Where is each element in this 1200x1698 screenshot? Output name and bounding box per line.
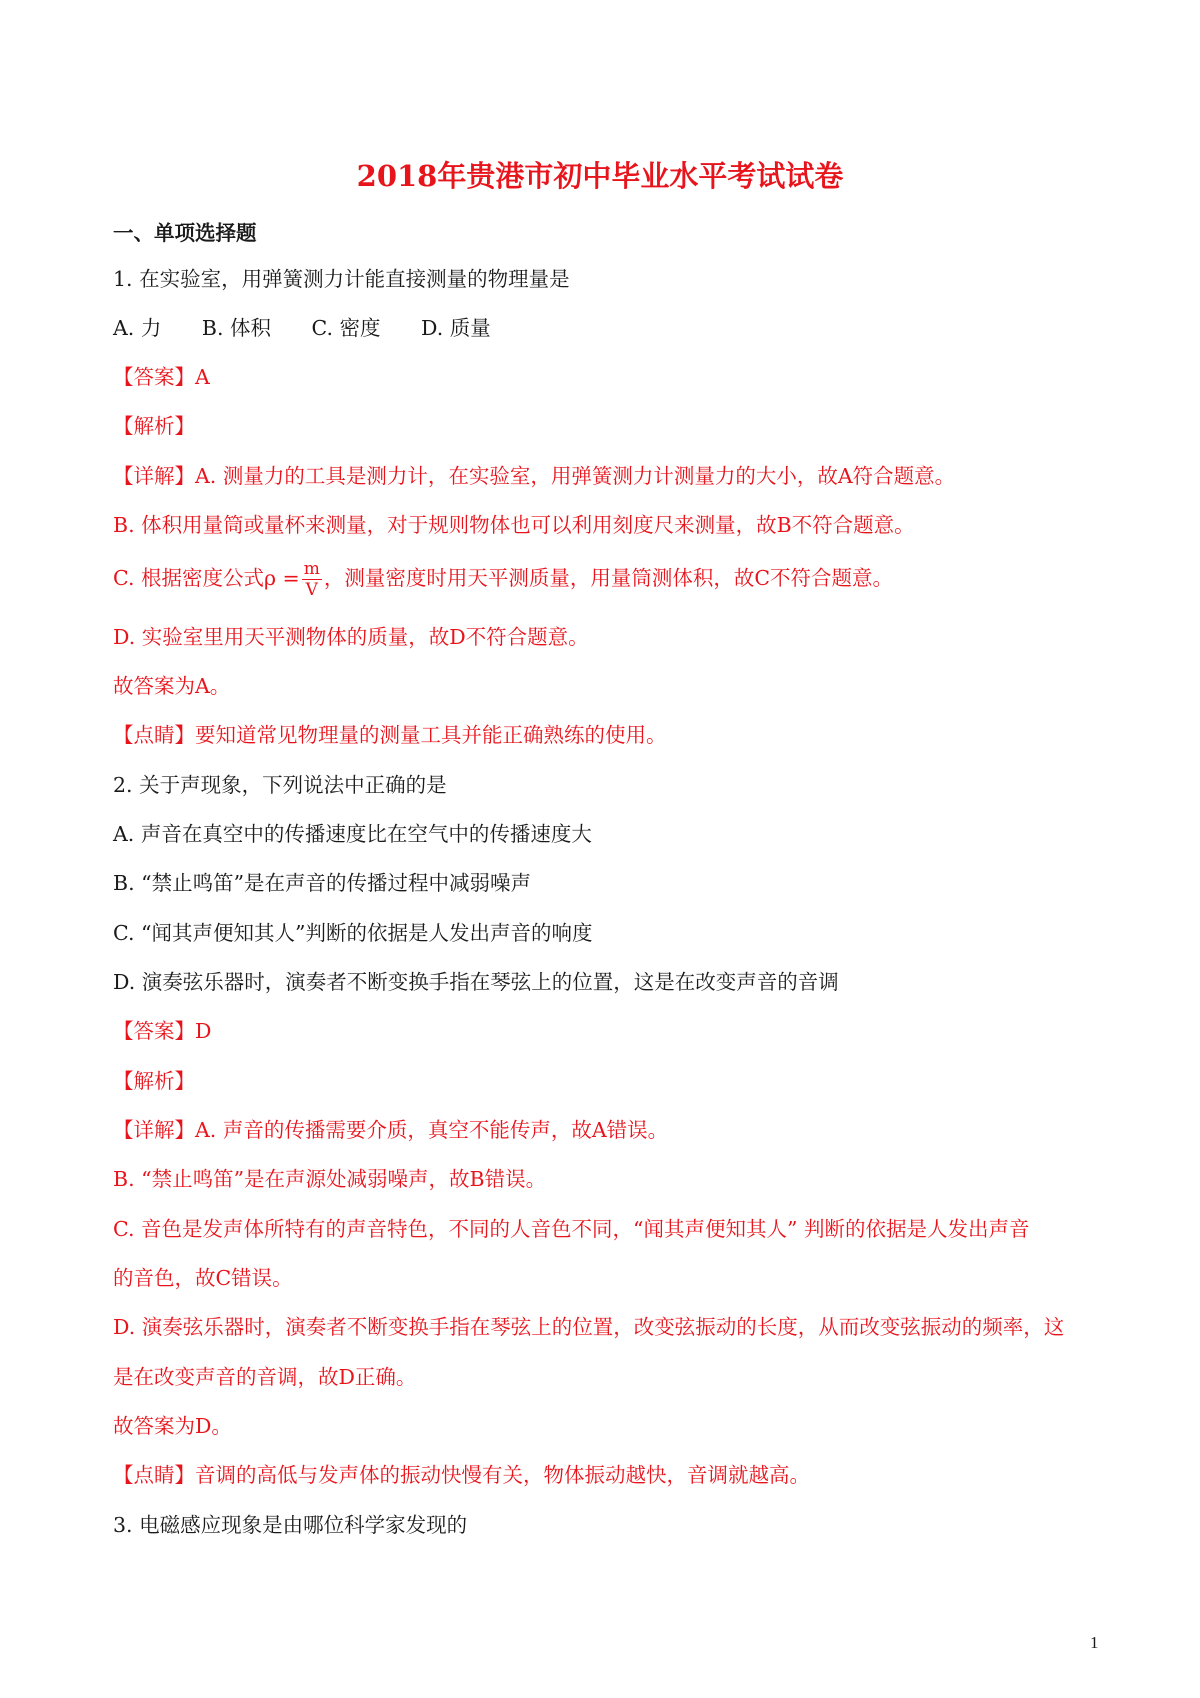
option-c: C. 密度 [311,316,381,340]
question-2-detail-d-line2: 是在改变声音的音调，故D正确。 [113,1365,417,1389]
detail-tag: 【详解】 [113,1118,195,1142]
page-number: 1 [1090,1633,1099,1652]
question-1-detail-c [113,559,893,600]
section-heading: 一、单项选择题 [113,221,257,245]
question-2-option-c: C. “闻其声便知其人”判断的依据是人发出声音的响度 [113,921,593,945]
question-1-stem: 1. 在实验室，用弹簧测力计能直接测量的物理量是 [113,267,570,291]
question-2-answer [113,1016,211,1046]
question-2-option-b: B. “禁止鸣笛”是在声音的传播过程中减弱噪声 [113,871,532,895]
question-1-detail-a [113,461,955,491]
comment-tag: 【点睛】 [113,723,195,747]
question-2-conclusion: 故答案为D。 [113,1414,232,1438]
question-2-detail-c-line1: C. 音色是发声体所特有的声音特色，不同的人音色不同，“闻其声便知其人” 判断的依据是人发出声音 [113,1217,1030,1241]
question-2-detail-a [113,1115,668,1145]
option-a: A. 力 [113,316,162,340]
question-3-stem: 3. 电磁感应现象是由哪位科学家发现的 [113,1513,468,1537]
detail-c-post: ，测量密度时用天平测质量，用量筒测体积，故C不符合题意。 [323,566,894,590]
formula-denominator: V [305,580,318,600]
question-2-detail-b: B. “禁止鸣笛”是在声源处减弱噪声，故B错误。 [113,1167,547,1191]
question-1-conclusion: 故答案为A。 [113,674,231,698]
option-b: B. 体积 [201,316,271,340]
answer-value: A [195,365,210,389]
page-title: 2018年贵港市初中毕业水平考试试卷 [356,159,844,193]
detail-text: A. 声音的传播需要介质，真空不能传声，故A错误。 [195,1118,669,1142]
question-1-comment [113,720,667,750]
comment-tag: 【点睛】 [113,1463,195,1487]
question-2-option-d: D. 演奏弦乐器时，演奏者不断变换手指在琴弦上的位置，这是在改变声音的音调 [113,970,839,994]
density-formula [302,559,322,600]
comment-text: 音调的高低与发声体的振动快慢有关，物体振动越快，音调就越高。 [195,1463,810,1487]
question-2-comment [113,1460,810,1490]
formula-numerator: m [303,559,320,579]
detail-tag: 【详解】 [113,464,195,488]
answer-tag: 【答案】 [113,1019,195,1043]
comment-text: 要知道常见物理量的测量工具并能正确熟练的使用。 [195,723,667,747]
question-2-detail-c-line2: 的音色，故C错误。 [113,1266,293,1290]
question-1-answer [113,362,210,392]
option-d: D. 质量 [421,316,491,340]
detail-text: A. 测量力的工具是测力计，在实验室，用弹簧测力计测量力的大小，故A符合题意。 [195,464,956,488]
question-1-analysis-tag: 【解析】 [113,414,195,438]
question-2-stem: 2. 关于声现象，下列说法中正确的是 [113,773,447,797]
question-2-detail-d-line1: D. 演奏弦乐器时，演奏者不断变换手指在琴弦上的位置，改变弦振动的长度，从而改变弦振动的频率，这 [113,1315,1065,1339]
question-2-option-a: A. 声音在真空中的传播速度比在空气中的传播速度大 [113,822,592,846]
answer-tag: 【答案】 [113,365,195,389]
detail-c-pre: C. 根据密度公式ρ = [113,566,300,590]
question-2-analysis-tag: 【解析】 [113,1069,195,1093]
question-1-options [113,313,525,343]
question-1-detail-d: D. 实验室里用天平测物体的质量，故D不符合题意。 [113,625,589,649]
answer-value: D [195,1019,212,1043]
question-1-detail-b: B. 体积用量筒或量杯来测量，对于规则物体也可以利用刻度尺来测量，故B不符合题意。 [113,513,915,537]
